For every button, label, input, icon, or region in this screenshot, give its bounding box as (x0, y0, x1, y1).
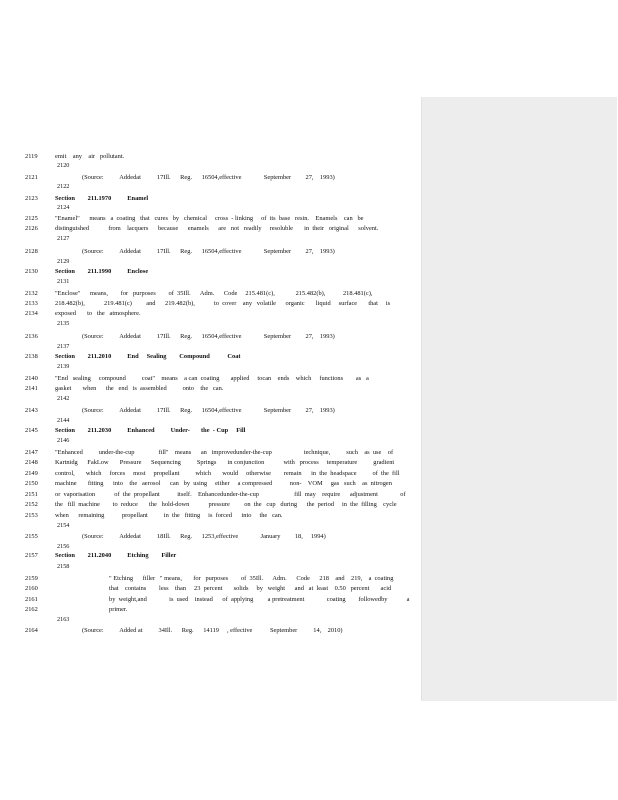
section-heading: Section 211.2030 Enhanced Under- the - Cup Fill (55, 427, 246, 434)
body-text: emit any air pollutant. (55, 153, 125, 160)
line-number: 2147 (25, 449, 38, 456)
source-note: (Source: Added at 34Ill. Reg. 14119 , effective September 14, 2010) (82, 627, 343, 634)
line-number: 2140 (25, 375, 38, 382)
body-text: Kartnidg FakLow Pressure Sequencing Springs in conjunction with process temperature gradient (55, 459, 395, 466)
line-number: 2126 (25, 225, 38, 232)
line-number: 2125 (25, 215, 38, 222)
line-number-sub: 2144 (57, 417, 70, 424)
line-number-sub: 2120 (57, 162, 70, 169)
line-number: 2152 (25, 501, 38, 508)
line-number: 2157 (25, 552, 38, 559)
section-heading: Section 211.1990 Enclose (55, 268, 149, 275)
line-number: 2148 (25, 459, 38, 466)
line-number: 2133 (25, 300, 38, 307)
line-number: 2153 (25, 512, 38, 519)
line-number: 2162 (25, 606, 38, 613)
line-number: 2160 (25, 585, 38, 592)
line-number: 2145 (25, 427, 38, 434)
body-text: primer. (109, 606, 128, 613)
body-text: 218.482(b), 219.481(c) and 219.482(b), to cover any volatile organic liquid surface that is (55, 300, 391, 307)
comment-pane (421, 97, 617, 701)
line-number-sub: 2129 (57, 258, 70, 265)
line-number: 2161 (25, 596, 38, 603)
line-number-sub: 2127 (57, 235, 70, 242)
body-text: the fill machine to reduce the hold-down pressure on the cup during the period in the filling cycle (55, 501, 397, 508)
section-heading: Section 211.2010 End Sealing Compound Coat (55, 353, 241, 360)
source-note: (Source: Addedat 18Ill. Reg. 1253,effective January 18, 1994) (82, 533, 326, 540)
source-note: (Source: Addedat 17Ill. Reg. 16504,effective September 27, 1993) (82, 407, 335, 414)
body-text: exposed to the atmosphere. (55, 310, 141, 317)
body-text: or vaporisation of the propellant itself. Enhancedunder-the-cup fill may require adjustment of (55, 491, 406, 498)
source-note: (Source: Addedat 17Ill. Reg. 16504,effective September 27, 1993) (82, 174, 335, 181)
line-number-sub: 2142 (57, 395, 70, 402)
section-heading: Section 211.2040 Etching Filler (55, 552, 177, 559)
line-number: 2119 (25, 153, 38, 160)
line-number: 2134 (25, 310, 38, 317)
line-number: 2151 (25, 491, 38, 498)
line-number: 2128 (25, 248, 38, 255)
source-note: (Source: Addedat 17Ill. Reg. 16504,effective September 27, 1993) (82, 248, 335, 255)
line-number: 2159 (25, 575, 38, 582)
line-number: 2155 (25, 533, 38, 540)
line-number-sub: 2131 (57, 278, 70, 285)
line-number: 2136 (25, 333, 38, 340)
line-number-sub: 2156 (57, 543, 70, 550)
line-number-sub: 2122 (57, 183, 70, 190)
line-number: 2130 (25, 268, 38, 275)
body-text: that contains less than 23 percent solids by weight and at least 0.50 percent acid (109, 585, 392, 592)
line-number-sub: 2124 (57, 204, 70, 211)
line-number-sub: 2137 (57, 343, 70, 350)
line-number: 2143 (25, 407, 38, 414)
body-text: gasket when the end is assembled onto the can. (55, 385, 224, 392)
line-number: 2132 (25, 290, 38, 297)
body-text: machine fitting into the aerosol can by using either a compressed non- VOM gas such as nitrogen (55, 480, 392, 487)
line-number: 2121 (25, 174, 38, 181)
line-number: 2150 (25, 480, 38, 487)
body-text: "Enhanced under-the-cup fill" means an improvedunder-the-cup technique, such as use of (55, 449, 394, 456)
line-number: 2164 (25, 627, 38, 634)
line-number: 2149 (25, 470, 38, 477)
line-number-sub: 2154 (57, 522, 70, 529)
body-text: by weight,and is used instead of applying a pretreatment coating followedby a (109, 596, 410, 603)
line-number: 2123 (25, 195, 38, 202)
body-text: "Enclose" means, for purposes of 35Ill. Adm. Code 215.481(c), 215.482(b), 218.481(c), (55, 290, 373, 297)
line-number-sub: 2158 (57, 563, 70, 570)
line-number-sub: 2163 (57, 616, 70, 623)
body-text: "End sealing compound coat" means a can coating applied tocan ends which functions as a (55, 375, 369, 382)
line-number: 2141 (25, 385, 38, 392)
body-text: when remaining propellant in the fitting is forced into the can. (55, 512, 283, 519)
line-number-sub: 2135 (57, 320, 70, 327)
body-text: distinguished from lacquers because enamels are not readily resoluble in their original solvent. (55, 225, 379, 232)
line-number: 2138 (25, 353, 38, 360)
body-text: " Etching filler " means, for purposes of 35Ill. Adm. Code 218 and 219, a coating (109, 575, 394, 582)
source-note: (Source: Addedat 17Ill. Reg. 16504,effective September 27, 1993) (82, 333, 335, 340)
section-heading: Section 211.1970 Enamel (55, 195, 149, 202)
line-number-sub: 2146 (57, 437, 70, 444)
line-number-sub: 2139 (57, 363, 70, 370)
body-text: control, which forces most propellant which would otherwise remain in the headspace of the fill (55, 470, 400, 477)
body-text: "Enamel" means a coating that cures by chemical cross - linking of its base resin. Enamels can be (55, 215, 364, 222)
